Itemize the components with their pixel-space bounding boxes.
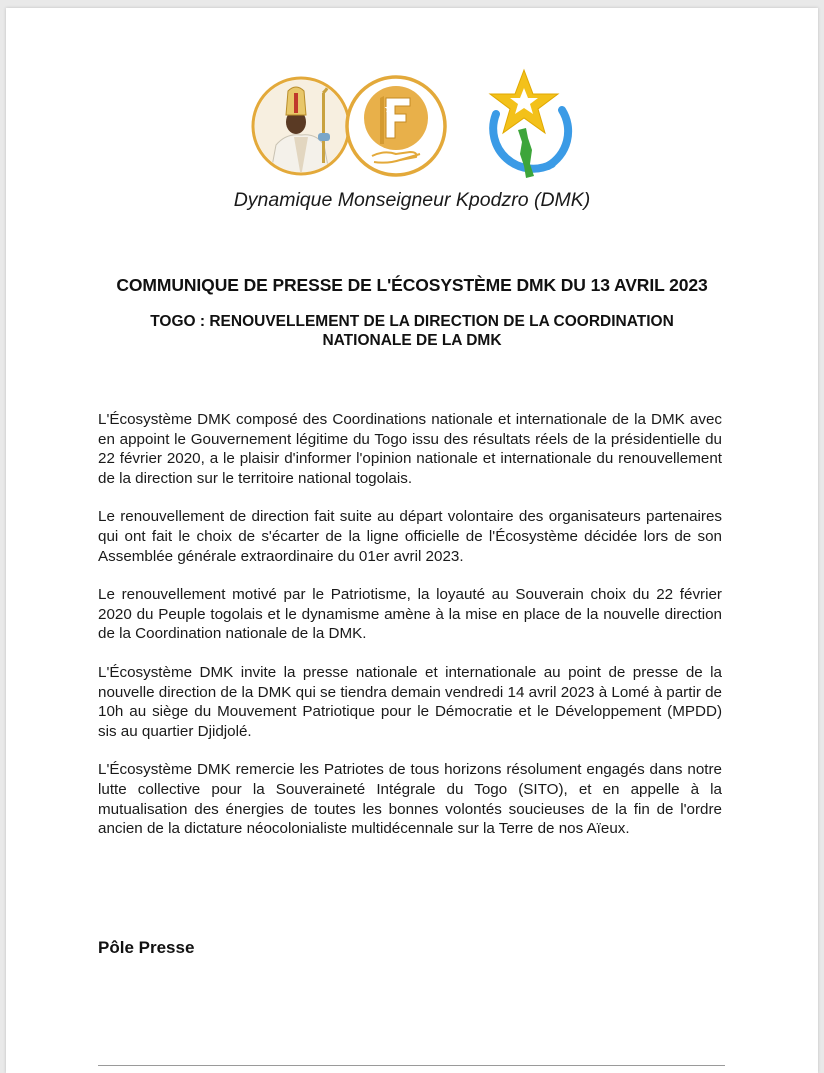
document-title: COMMUNIQUE DE PRESSE DE L'ÉCOSYSTÈME DMK DU 13 AVRIL 2023 xyxy=(116,275,708,295)
paragraph: L'Écosystème DMK composé des Coordinations nationale et internationale de la DMK avec en appoint le Gouvernement légitime du Togo issu des résultats réels de la présidentielle du 22 février 2020, a le plaisir d'informer l'opinion nationale et internationale du renouvellement de la direction sur le territoire national togolais. xyxy=(98,411,722,487)
document-page xyxy=(6,8,818,1073)
paragraph: Le renouvellement motivé par le Patriotisme, la loyauté au Souverain choix du 22 février 2020 du Peuple togolais et le dynamisme amène à la mise en place de la nouvelle direction de la Coordination nationale de la DMK. xyxy=(98,586,722,643)
footer-divider xyxy=(98,1065,725,1066)
f-hand-logo xyxy=(344,74,448,178)
portrait-logo xyxy=(250,75,352,177)
logo-group xyxy=(248,68,578,188)
star-togo-logo xyxy=(474,68,574,180)
paragraph: L'Écosystème DMK invite la presse nationale et internationale au point de presse de la nouvelle direction de la DMK qui se tiendra demain vendredi 14 avril 2023 à Lomé à partir de 10h au siège du Mouvement Patriotique pour le Démocratie et le Développement (MPDD) sis au quartier Djidjolé. xyxy=(98,663,722,740)
signature: Pôle Presse xyxy=(98,938,195,957)
paragraph: L'Écosystème DMK remercie les Patriotes de tous horizons résolument engagés dans notre lutte collective pour la Souveraineté Intégrale du Togo (SITO), et en appelle à la mutualisation des énergies de toutes les bonnes volontés soucieuses de la fin de l'ordre ancien de la dictature néocolonialiste multidécennale sur la Terre de nos Aïeux. xyxy=(98,761,722,838)
document-body xyxy=(98,410,722,858)
organization-tagline: Dynamique Monseigneur Kpodzro (DMK) xyxy=(233,189,591,211)
document-subtitle: TOGO : RENOUVELLEMENT DE LA DIRECTION DE LA COORDINATION NATIONALE DE LA DMK xyxy=(150,313,674,349)
paragraph: Le renouvellement de direction fait suite au départ volontaire des organisateurs partenaires qui ont fait le choix de s'écarter de la ligne officielle de l'Écosystème décidée lors de son Assemblée générale extraordinaire du 01er avril 2023. xyxy=(98,508,722,565)
